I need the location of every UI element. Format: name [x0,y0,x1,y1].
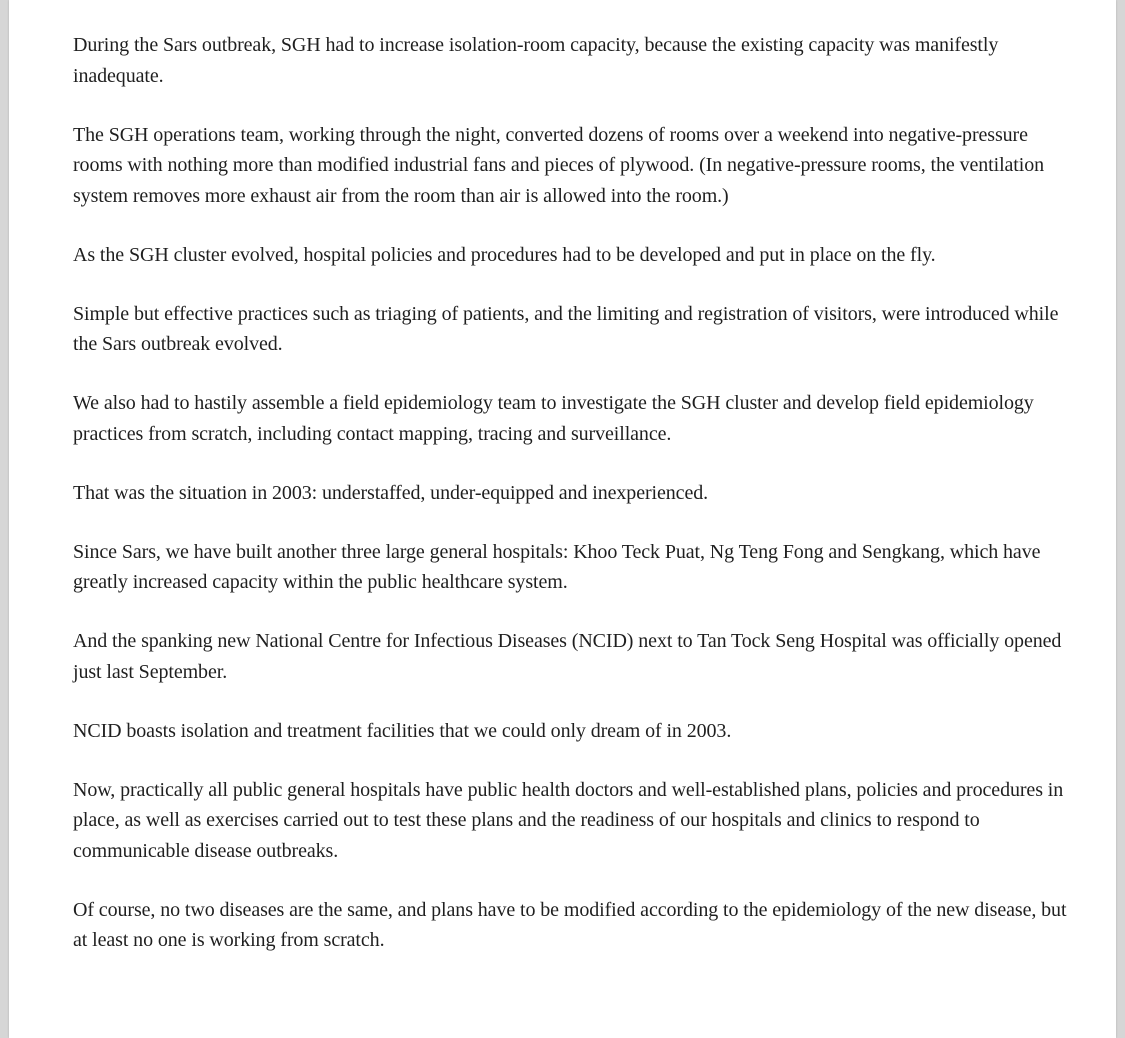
paragraph-6: That was the situation in 2003: understaffed, under-equipped and inexperienced. [73,481,709,504]
paragraph-11: Of course, no two diseases are the same, and plans have to be modified according to the epidemiology of the new disease, but at least no one is working from scratch. [73,898,1067,951]
document-page [9,0,1116,1038]
paragraph-8: And the spanking new National Centre for Infectious Diseases (NCID) next to Tan Tock Seng Hospital was officially opened just last September. [73,630,1062,683]
paragraph-5: We also had to hastily assemble a field epidemiology team to investigate the SGH cluster and develop field epidemiology practices from scratch, including contact mapping, tracing and surveillance. [73,392,1034,445]
article-body [73,30,1073,984]
paragraph-7: Since Sars, we have built another three large general hospitals: Khoo Teck Puat, Ng Teng Fong and Sengkang, which have greatly increased capacity within the public healthcare system. [73,540,1041,593]
paragraph-9: NCID boasts isolation and treatment facilities that we could only dream of in 2003. [73,719,732,742]
paragraph-2: The SGH operations team, working through the night, converted dozens of rooms over a weekend into negative-pressure rooms with nothing more than modified industrial fans and pieces of plywood. (In negative-pressure rooms, the ventilation system removes more exhaust air from the room than air is allowed into the room.) [73,123,1045,207]
paragraph-1: During the Sars outbreak, SGH had to increase isolation-room capacity, because the existing capacity was manifestly inadequate. [73,34,999,87]
paragraph-4: Simple but effective practices such as triaging of patients, and the limiting and registration of visitors, were introduced while the Sars outbreak evolved. [73,302,1059,355]
paragraph-10: Now, practically all public general hospitals have public health doctors and well-established plans, policies and procedures in place, as well as exercises carried out to test these plans and the readiness of our hospitals and clinics to respond to communicable disease outbreaks. [73,778,1064,862]
paragraph-3: As the SGH cluster evolved, hospital policies and procedures had to be developed and put in place on the fly. [73,243,936,266]
